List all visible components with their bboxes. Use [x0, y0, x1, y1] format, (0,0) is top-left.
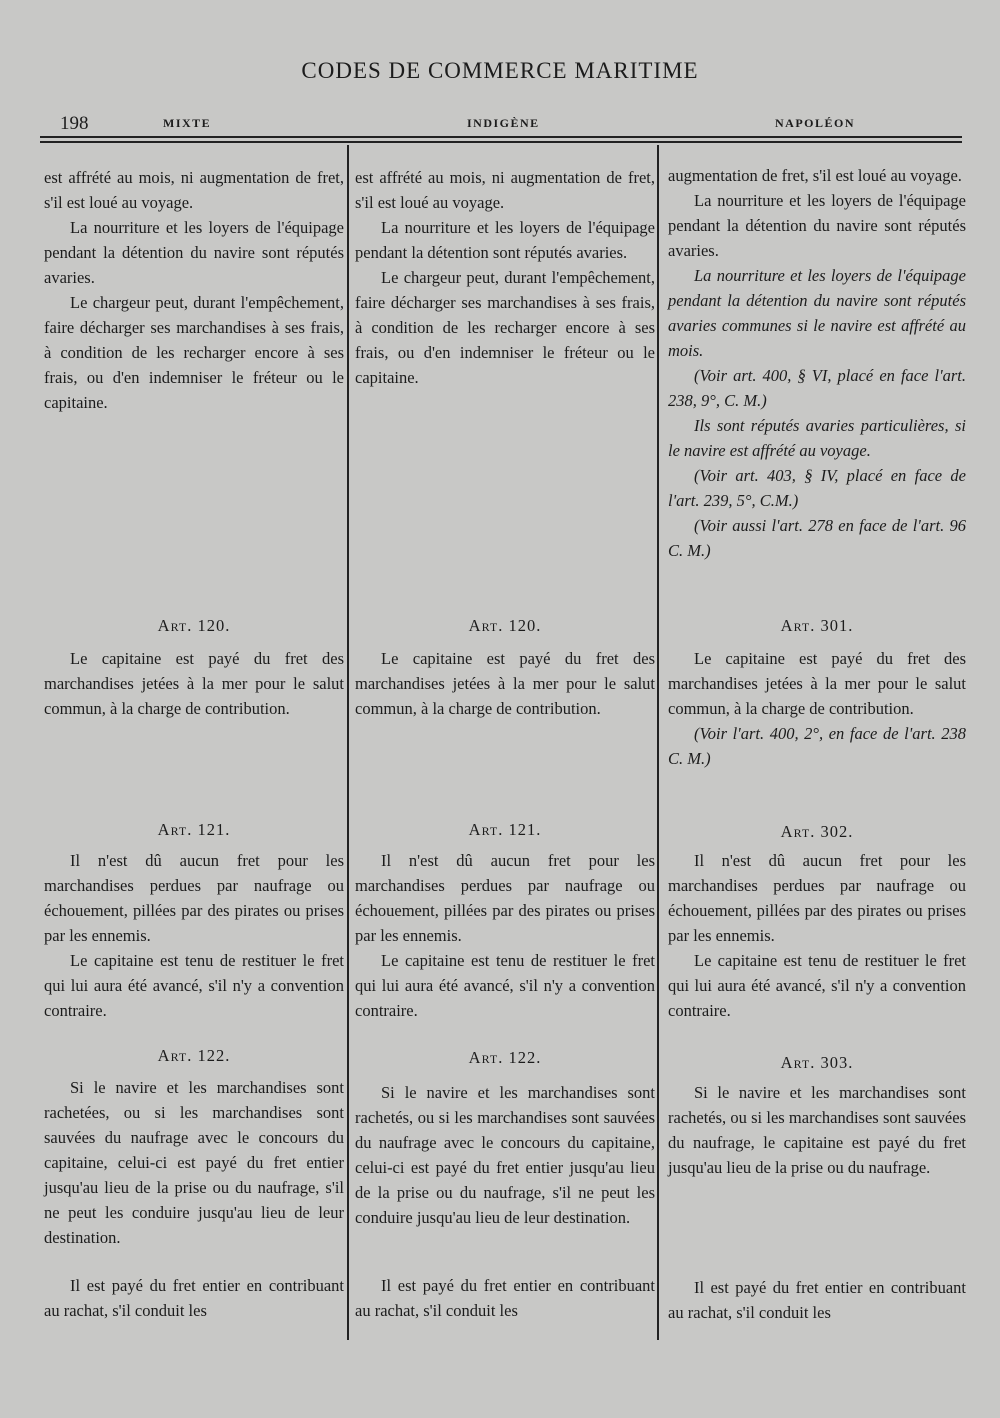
column-heading-indigene: INDIGÈNE	[467, 116, 540, 130]
paragraph: augmentation de fret, s'il est loué au voyage.	[668, 166, 962, 185]
paragraph: Le capitaine est payé du fret des marchandises jetées à la mer pour le salut commun, à la charge de contribution.	[44, 649, 344, 718]
paragraph: Si le navire et les marchandises sont rachetées, ou si les marchandises sont sauvées du naufrage avec le concours du capitaine, celui-ci est payé du fret entier jusqu'au lieu de la prise ou du naufrage, s'il ne peut les conduire jusqu'au lieu de leur destination.	[44, 1078, 344, 1247]
article-heading: Art. 121.	[157, 820, 231, 839]
text-block	[668, 163, 966, 563]
paragraph: Il est payé du fret entier en contribuant au rachat, s'il conduit les	[355, 1276, 655, 1320]
paragraph-italic: (Voir art. 403, § IV, placé en face de l'art. 239, 5°, C.M.)	[668, 466, 966, 510]
paragraph: La nourriture et les loyers de l'équipage pendant la détention du navire sont réputés avaries.	[44, 218, 344, 287]
paragraph: Le chargeur peut, durant l'empêchement, faire décharger ses marchandises à ses frais, à condition de les recharger encore à ses frais, ou d'en indemniser le fréteur ou le capitaine.	[355, 268, 655, 387]
paragraph: La nourriture et les loyers de l'équipage pendant la détention sont réputés avaries.	[355, 218, 655, 262]
paragraph: Il n'est dû aucun fret pour les marchandises perdues par naufrage ou échouement, pillées par des pirates ou prises par les ennemis.	[355, 851, 655, 945]
page-number: 198	[60, 113, 89, 134]
page-title: CODES DE COMMERCE MARITIME	[301, 58, 699, 83]
text-block	[44, 1075, 344, 1250]
column-heading-mixte: MIXTE	[163, 116, 212, 130]
column-napoleon	[668, 163, 966, 1345]
paragraph-italic: (Voir art. 400, § VI, placé en face l'art. 238, 9°, C. M.)	[668, 366, 966, 410]
paragraph: est affrété au mois, ni augmentation de fret, s'il est loué au voyage.	[44, 168, 344, 212]
text-block	[355, 1273, 655, 1323]
paragraph: Si le navire et les marchandises sont rachetés, ou si les marchandises sont sauvées du naufrage, le capitaine est payé du fret jusqu'au lieu de la prise ou du naufrage.	[668, 1083, 966, 1177]
text-block	[355, 165, 655, 390]
paragraph: est affrété au mois, ni augmentation de fret, s'il est loué au voyage.	[355, 168, 655, 212]
paragraph: Le capitaine est payé du fret des marchandises jetées à la mer pour le salut commun, à la charge de contribution.	[668, 649, 966, 718]
paragraph: Si le navire et les marchandises sont rachetés, ou si les marchandises sont sauvées du naufrage avec le concours du capitaine, celui-ci est payé du fret entier jusqu'au lieu de la prise ou du naufrage, s'il ne peut les conduire jusqu'au lieu de leur destination.	[355, 1083, 655, 1227]
paragraph-italic: (Voir l'art. 400, 2°, en face de l'art. 238 C. M.)	[668, 724, 966, 768]
paragraph: La nourriture et les loyers de l'équipage pendant la détention du navire sont réputés avaries.	[668, 191, 966, 260]
text-block	[44, 1273, 344, 1323]
text-block	[44, 848, 344, 1023]
article-heading: Art. 122.	[157, 1046, 231, 1065]
column-divider	[347, 145, 349, 1340]
column-indigene	[355, 165, 655, 1345]
paragraph: Le chargeur peut, durant l'empêchement, faire décharger ses marchandises à ses frais, à condition de les recharger encore à ses frais, ou d'en indemniser le fréteur ou le capitaine.	[44, 293, 344, 412]
paragraph: Le capitaine est tenu de restituer le fret qui lui aura été avancé, s'il n'y a convention contraire.	[668, 951, 966, 1020]
text-block	[668, 848, 966, 1023]
paragraph: Il n'est dû aucun fret pour les marchandises perdues par naufrage ou échouement, pillées par des pirates ou prises par les ennemis.	[44, 851, 344, 945]
header-rule	[40, 136, 962, 138]
article-heading: Art. 301.	[780, 616, 854, 635]
paragraph: Le capitaine est payé du fret des marchandises jetées à la mer pour le salut commun, à la charge de contribution.	[355, 649, 655, 718]
column-divider	[657, 145, 659, 1340]
paragraph: Le capitaine est tenu de restituer le fret qui lui aura été avancé, s'il n'y a convention contraire.	[44, 951, 344, 1020]
paragraph-italic: Ils sont réputés avaries particulières, si le navire est affrété au voyage.	[668, 416, 966, 460]
paragraph: Le capitaine est tenu de restituer le fret qui lui aura été avancé, s'il n'y a convention contraire.	[355, 951, 655, 1020]
text-block	[668, 1275, 966, 1325]
article-heading: Art. 122.	[468, 1048, 542, 1067]
text-block	[668, 646, 966, 771]
text-block	[44, 165, 344, 415]
paragraph: Il est payé du fret entier en contribuant au rachat, s'il conduit les	[668, 1278, 966, 1322]
text-block	[355, 848, 655, 1023]
column-mixte	[44, 165, 344, 1345]
text-block	[668, 1080, 966, 1180]
header-rule	[40, 141, 962, 143]
article-heading: Art. 120.	[468, 616, 542, 635]
article-heading: Art. 121.	[468, 820, 542, 839]
article-heading: Art. 302.	[780, 822, 854, 841]
paragraph: Il n'est dû aucun fret pour les marchandises perdues par naufrage ou échouement, pillées par des pirates ou prises par les ennemis.	[668, 851, 966, 945]
column-heading-napoleon: NAPOLÉON	[775, 116, 856, 130]
text-block	[355, 1080, 655, 1230]
paragraph-italic: La nourriture et les loyers de l'équipage pendant la détention du navire sont réputés avaries communes si le navire est affrété au mois.	[668, 266, 966, 360]
text-block	[355, 646, 655, 721]
paragraph: Il est payé du fret entier en contribuant au rachat, s'il conduit les	[44, 1276, 344, 1320]
paragraph-italic: (Voir aussi l'art. 278 en face de l'art. 96 C. M.)	[668, 516, 966, 560]
article-heading: Art. 303.	[780, 1053, 854, 1072]
text-block	[44, 646, 344, 721]
article-heading: Art. 120.	[157, 616, 231, 635]
